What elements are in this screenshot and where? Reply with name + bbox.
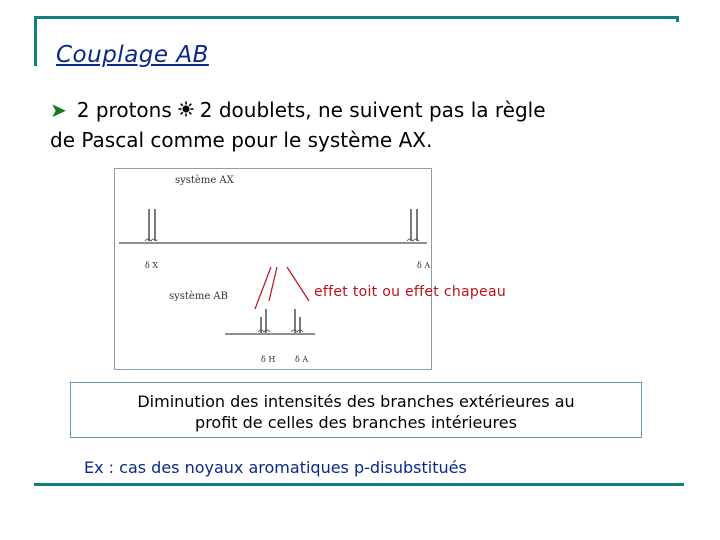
roof-line-3 [287,267,309,301]
slide-title: Couplage AB [56,42,209,68]
label-delta-x: δ X [145,261,159,270]
arrow-bullet-icon: ➤ [50,98,67,122]
ab-integral-left [258,330,270,332]
roof-line-2 [269,267,277,301]
explanation-line2: profit de celles des branches intérieures [195,413,517,432]
bullet-line2: de Pascal comme pour le système AX. [50,128,433,152]
label-delta-h: δ H [261,355,276,364]
example-text: Ex : cas des noyaux aromatiques p-disubstitués [84,458,467,477]
roof-line-1 [255,267,271,309]
label-systeme-ax: système AX [175,175,234,186]
frame-bottom-line [34,483,684,486]
nmr-spectrum-figure [114,168,432,370]
ab-integral-right [291,330,303,332]
frame-left-line [34,16,37,66]
bullet-text [50,95,690,155]
bullet-part2: 2 doublets, ne suivent pas la règle [199,98,546,122]
explanation-box [70,382,642,438]
bullet-part1: 2 protons [76,98,172,122]
roof-effect-annotation: effet toit ou effet chapeau [314,284,507,300]
frame-top-line [34,16,678,19]
label-delta-a-top: δ A [417,261,431,270]
sun-symbol-icon [178,95,194,125]
explanation-line1: Diminution des intensités des branches extérieures au [137,392,575,411]
label-systeme-ab: système AB [169,291,228,302]
nmr-spectrum-drawing [115,169,431,369]
label-delta-a-bottom: δ A [295,355,309,364]
frame-right-tick [676,16,679,22]
